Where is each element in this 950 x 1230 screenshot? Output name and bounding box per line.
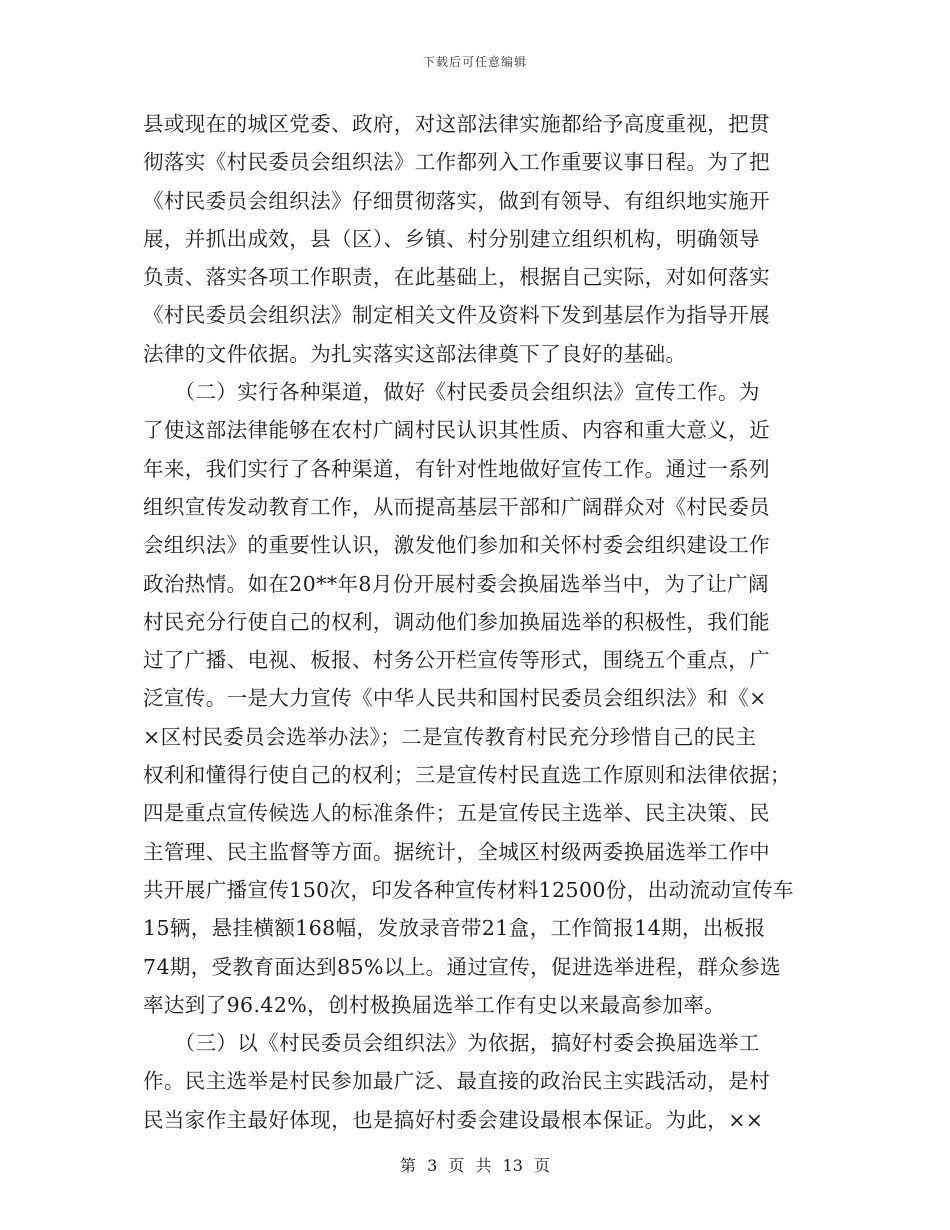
text-line: 村民充分行使自己的权利，调动他们参加换届选举的积极性，我们能 xyxy=(143,609,770,634)
document-body xyxy=(143,105,811,1139)
text-line: 74期，受教育面达到85%以上。通过宣传，促进选举进程，群众参选 xyxy=(143,954,781,979)
text-line: 展，并抓出成效，县（区）、乡镇、村分别建立组织机构，明确领导 xyxy=(143,226,760,251)
text-line: 年来，我们实行了各种渠道，有针对性地做好宣传工作。通过一系列 xyxy=(143,456,770,481)
text-line: 组织宣传发动教育工作，从而提高基层干部和广阔群众对《村民委员 xyxy=(143,494,770,519)
text-line: 主管理、民主监督等方面。据统计，全城区村级两委换届选举工作中 xyxy=(143,839,770,864)
text-line: 了使这部法律能够在农村广阔村民认识其性质、内容和重大意义，近 xyxy=(143,418,770,443)
text-line: 过了广播、电视、板报、村务公开栏宣传等形式，围绕五个重点，广 xyxy=(143,648,770,673)
header-note: 下载后可任意编辑 xyxy=(422,55,527,69)
text-line: 《村民委员会组织法》仔细贯彻落实，做到有领导、有组织地实施开 xyxy=(143,188,770,213)
text-line: 负责、落实各项工作职责，在此基础上，根据自己实际，对如何落实 xyxy=(143,265,770,290)
text-line: 四是重点宣传候选人的标准条件；五是宣传民主选举、民主决策、民 xyxy=(143,801,770,826)
text-line: 县或现在的城区党委、政府，对这部法律实施都给予高度重视，把贯 xyxy=(143,112,770,136)
text-line: （三）以《村民委员会组织法》为依据，搞好村委会换届选举工 xyxy=(143,1031,760,1056)
text-line: ×区村民委员会选举办法》；二是宣传教育村民充分珍惜自己的民主 xyxy=(143,724,757,749)
text-line: 15辆，悬挂横额168幅，发放录音带21盒，工作简报14期，出板报 xyxy=(143,916,766,941)
text-line: 会组织法》的重要性认识，激发他们参加和关怀村委会组织建设工作 xyxy=(143,533,770,558)
text-line: 权利和懂得行使自己的权利；三是宣传村民直选工作原则和法律依据； xyxy=(143,763,791,788)
text-line: 作。民主选举是村民参加最广泛、最直接的政治民主实践活动，是村 xyxy=(143,1069,770,1094)
text-line: 泛宣传。一是大力宣传《中华人民共和国村民委员会组织法》和《× xyxy=(143,686,767,711)
text-line: 民当家作主最好体现，也是搞好村委会建设最根本保证。为此，×× xyxy=(143,1107,764,1132)
text-line: 法律的文件依据。为扎实落实这部法律奠下了良好的基础。 xyxy=(143,341,687,366)
text-line: 政治热情。如在20**年8月份开展村委会换届选举当中，为了让广阔 xyxy=(143,571,769,596)
text-line: （二）实行各种渠道，做好《村民委员会组织法》宣传工作。为 xyxy=(143,380,760,405)
page-number-footer: 第 3 页 共 13 页 xyxy=(400,1156,550,1175)
text-line: 彻落实《村民委员会组织法》工作都列入工作重要议事日程。为了把 xyxy=(143,150,770,175)
text-line: 共开展广播宣传150次，印发各种宣传材料12500份，出动流动宣传车 xyxy=(143,877,794,902)
text-line: 《村民委员会组织法》制定相关文件及资料下发到基层作为指导开展 xyxy=(143,303,770,328)
text-line: 率达到了96.42%，创村极换届选举工作有史以来最高参加率。 xyxy=(143,992,726,1017)
